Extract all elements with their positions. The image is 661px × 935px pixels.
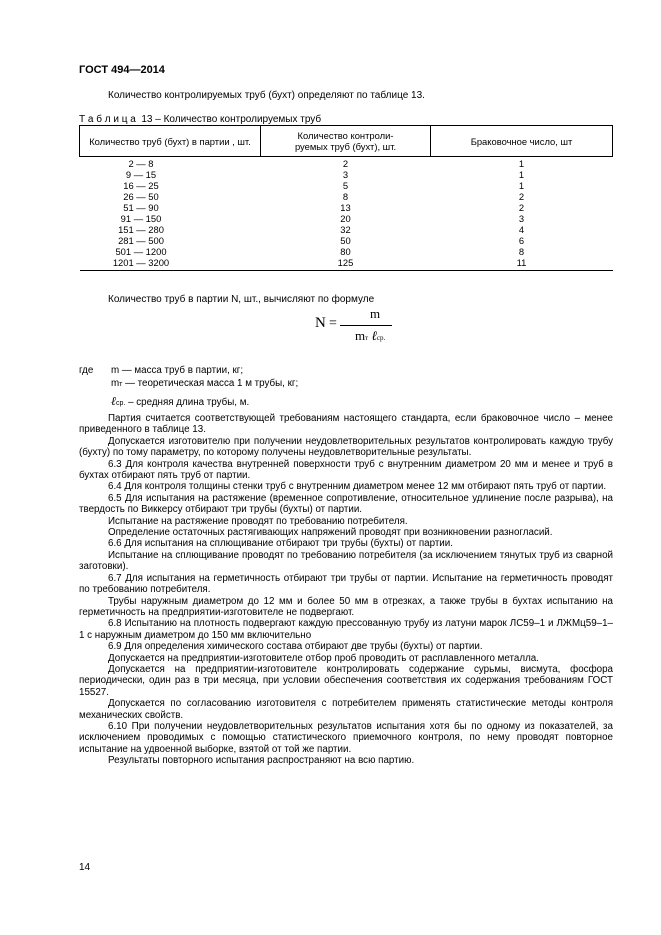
table-cell: 8 xyxy=(518,246,525,257)
paragraph: 6.5 Для испытания на растяжение (временное сопротивление, относительное удлинение после разрыва), на твердость по Виккерсу отбирают три трубы (бухты) от партии. xyxy=(79,492,613,516)
paragraph: 6.9 Для определения химического состава отбирают две трубы (бухты) от партии. xyxy=(108,641,483,653)
table-row xyxy=(80,157,613,170)
table-cell: 125 xyxy=(337,257,354,268)
table-row xyxy=(80,235,613,246)
definition-l: ℓср. – средняя длина трубы, м. xyxy=(111,394,250,408)
table-cell: 3 xyxy=(518,213,525,224)
paragraph: Допускается по согласованию изготовителя с потребителем применять статистические методы контроля механических свойств. xyxy=(79,698,613,721)
paragraph: Допускается изготовителю при получении неудовлетворительных результатов контролировать каждую трубу (бухту) по тому параметру, по которому получены неудовлетворительные результаты. xyxy=(79,435,613,459)
paragraph: Допускается на предприятии-изготовителе контролировать содержание сурьмы, висмута, фосфора периодически, один раз в три месяца, при условии обеспечения соответствия их содержания требованиям ГОСТ 15527. xyxy=(79,663,613,698)
table-cell: 281 — 500 xyxy=(118,235,164,246)
formula xyxy=(310,306,410,346)
definition-m: m — масса труб в партии, кг; xyxy=(111,365,244,376)
intro-text: Количество контролируемых труб (бухт) определяют по таблице 13. xyxy=(108,90,425,101)
paragraph: Определение остаточных растягивающих напряжений проводят при возникновении разногласий. xyxy=(108,527,553,539)
paragraph: Партия считается соответствующей требованиям настоящего стандарта, если браковочное число – менее приведенного в таблице 13. xyxy=(79,413,613,436)
table-caption: Т а б л и ц а 13 – Количество контролируемых труб xyxy=(79,114,322,125)
document-header: ГОСТ 494—2014 xyxy=(79,64,165,76)
table-cell: 151 — 280 xyxy=(118,224,164,235)
table-cell: 4 xyxy=(518,224,525,235)
table-cell: 20 xyxy=(340,213,351,224)
table-cell: 1 xyxy=(518,180,525,191)
table-body xyxy=(80,157,613,271)
table-cell: 8 xyxy=(342,191,349,202)
body-text xyxy=(79,413,613,767)
table-cell: 1 xyxy=(518,169,525,180)
table-13 xyxy=(79,125,613,271)
paragraph: Испытание на растяжение проводят по требованию потребителя. xyxy=(108,515,408,527)
paragraph: 6.7 Для испытания на герметичность отбирают три трубы от партии. Испытание на герметичность проводят по требованию потребителя. xyxy=(79,572,613,596)
paragraph: Испытание на сплющивание проводят по требованию потребителя (за исключением тянутых труб из сварной заготовки). xyxy=(79,549,613,573)
formula-equals: = xyxy=(329,316,337,331)
formula-denominator: mт ℓср. xyxy=(355,328,386,343)
table-cell: 6 xyxy=(518,235,525,246)
table-cell: 5 xyxy=(342,180,349,191)
paragraph: 6.6 Для испытания на сплющивание отбирают три трубы (бухты) от партии. xyxy=(108,538,453,550)
paragraph: Результаты повторного испытания распространяют на всю партию. xyxy=(108,755,415,767)
table-cell: 51 — 90 xyxy=(123,202,159,213)
table-cell: 11 xyxy=(516,257,527,268)
table-row xyxy=(80,180,613,191)
paragraph: Допускается на предприятии-изготовителе отбор проб проводить от расплавленного металла. xyxy=(108,652,539,664)
definition-mt: mт — теоретическая масса 1 м трубы, кг; xyxy=(111,378,299,389)
table-cell: 32 xyxy=(340,224,351,235)
table-cell: 2 — 8 xyxy=(128,158,154,169)
column-header-batch-count: Количество труб (бухт) в партии , шт. xyxy=(80,126,261,157)
table-cell: 2 xyxy=(518,202,525,213)
formula-intro: Количество труб в партии N, шт., вычисляют по формуле xyxy=(108,294,375,305)
table-cell: 2 xyxy=(342,158,349,169)
table-cell: 501 — 1200 xyxy=(115,246,167,257)
table-cell: 1 xyxy=(518,158,525,169)
table-cell: 91 — 150 xyxy=(120,213,162,224)
paragraph: 6.10 При получении неудовлетворительных результатов испытания хотя бы по одному из показателей, за исключением проводимых с помощью статистического приемочного контроля, по нему проводят повторное испытание на удвоенной выборке, взятой от той же партии. xyxy=(79,720,613,755)
fraction-line xyxy=(340,325,392,326)
table-cell: 16 — 25 xyxy=(123,180,159,191)
table-row xyxy=(80,213,613,224)
table-row xyxy=(80,257,613,271)
table-cell: 26 — 50 xyxy=(123,191,159,202)
table-row xyxy=(80,191,613,202)
table-cell: 3 xyxy=(342,169,349,180)
table-cell: 1201 — 3200 xyxy=(112,257,170,268)
table-row xyxy=(80,202,613,213)
table-cell: 80 xyxy=(340,246,351,257)
page-number: 14 xyxy=(79,862,91,873)
formula-numerator: m xyxy=(370,306,381,321)
paragraph: 6.4 Для контроля толщины стенки труб с внутренним диаметром менее 12 мм отбирают пять труб от партии. xyxy=(108,481,607,493)
table-row xyxy=(80,169,613,180)
table-row xyxy=(80,246,613,257)
paragraph: 6.3 Для контроля качества внутренней поверхности труб с внутренним диаметром 20 мм и менее и труб в бухтах отбирают пять труб от партии. xyxy=(79,458,613,482)
where-label: где xyxy=(79,365,94,376)
formula-lhs: N xyxy=(315,315,326,331)
table-cell: 2 xyxy=(518,191,525,202)
table-cell: 13 xyxy=(340,202,351,213)
table-row xyxy=(80,224,613,235)
paragraph: Трубы наружным диаметром до 12 мм и более 50 мм в отрезках, а также трубы в бухтах испытанию на герметичность на предприятии-изготовителе не подвергают. xyxy=(79,595,613,618)
table-cell: 50 xyxy=(340,235,351,246)
table-cell: 9 — 15 xyxy=(125,169,157,180)
column-header-reject-number: Браковочное число, шт xyxy=(431,126,613,157)
paragraph: 6.8 Испытанию на плотность подвергают каждую прессованную трубу из латуни марок ЛС59–1 и ЛЖМц59–1–1 с наружным диаметром до 150 мм включительно xyxy=(79,618,613,641)
column-header-controlled-count: Количество контроли- руемых труб (бухт), шт. xyxy=(261,126,431,157)
